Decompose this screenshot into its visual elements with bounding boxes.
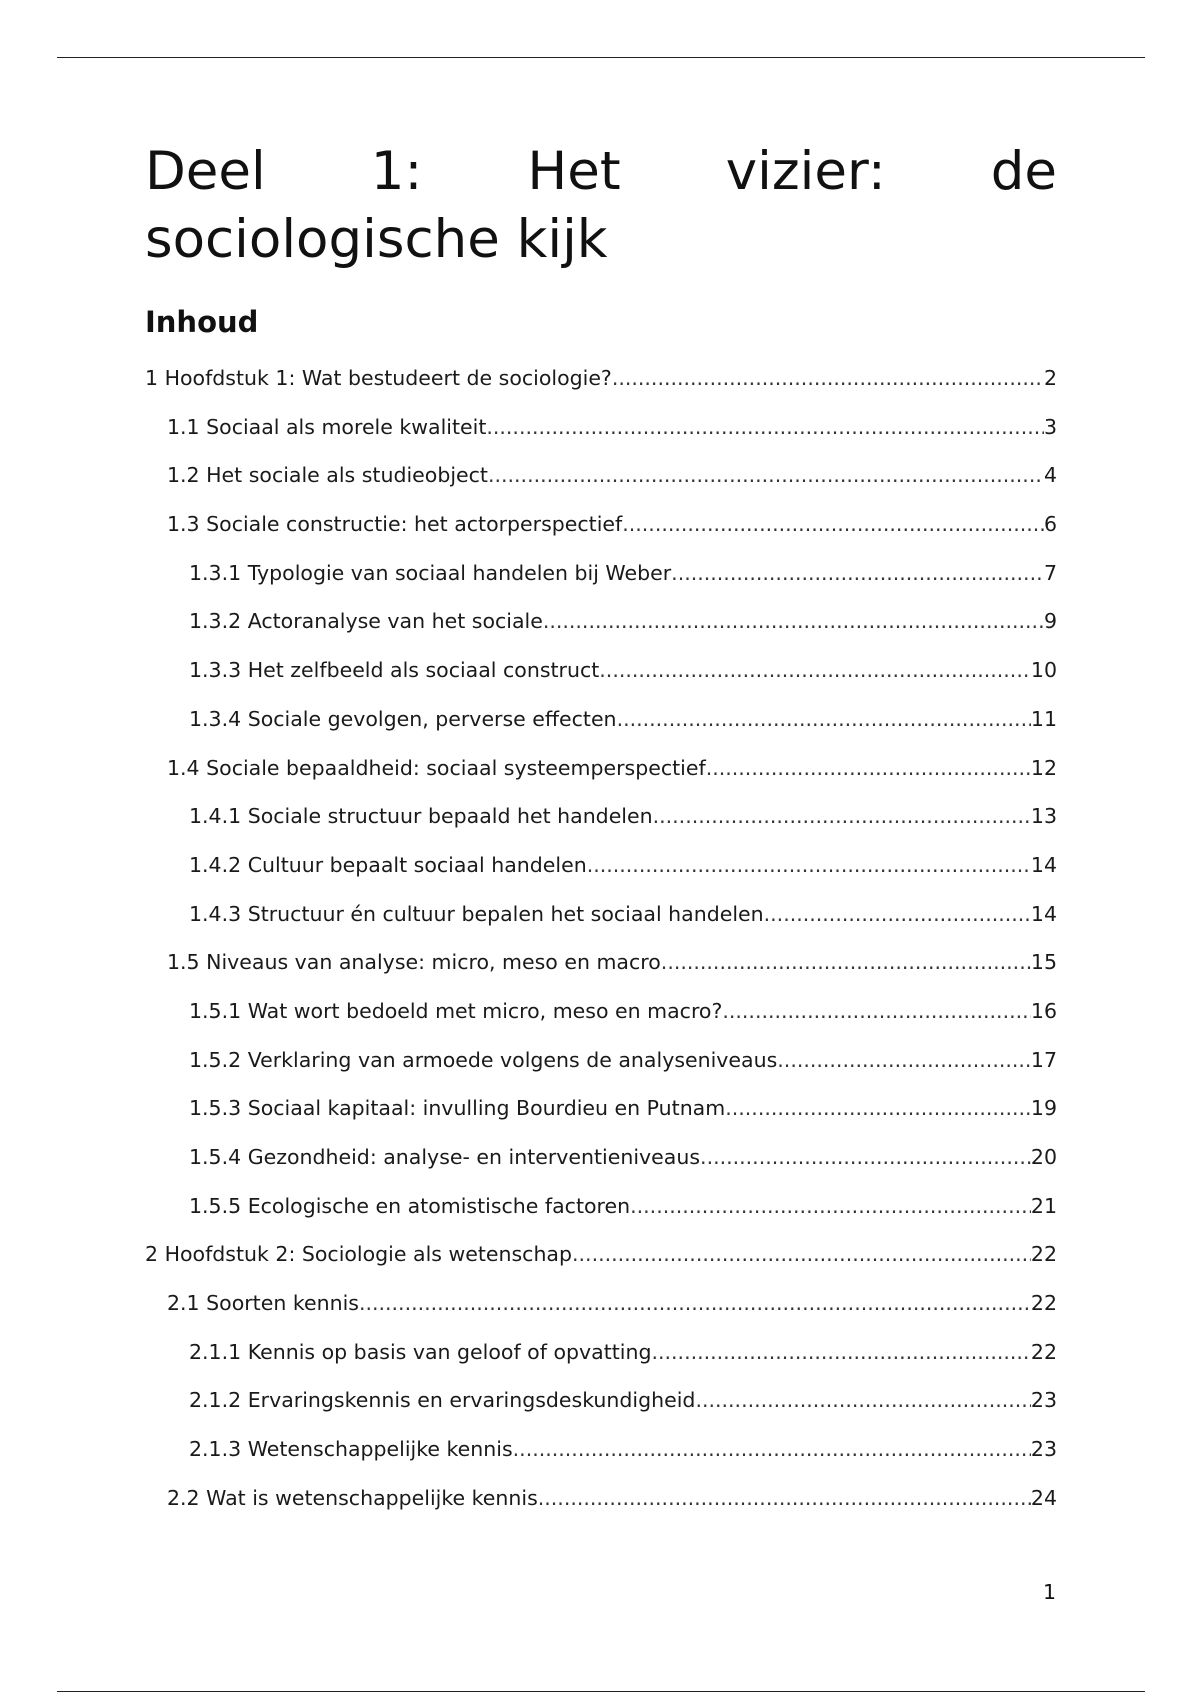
toc-entry-label: Sociale gevolgen, perverse effecten [247, 706, 617, 731]
toc-entry-title [189, 1094, 725, 1122]
toc-entry-number: 1.3.1 [189, 560, 242, 585]
toc-entry-number: 1.4.1 [189, 804, 242, 829]
toc-entry-label: Soorten kennis [206, 1291, 359, 1316]
toc-entry-number: 2 [145, 1242, 159, 1267]
toc-entry-title [167, 510, 622, 538]
toc-entry[interactable] [145, 364, 1057, 413]
toc-dot-leader [630, 1192, 1031, 1220]
toc-entry-number: 2.1.3 [189, 1437, 242, 1462]
toc-dot-leader [653, 802, 1031, 830]
toc-entry[interactable] [145, 656, 1057, 705]
toc-entry[interactable] [145, 1143, 1057, 1192]
toc-entry-label: Wat wort bedoeld met micro, meso en macro? [247, 998, 723, 1023]
toc-entry-page: 10 [1030, 658, 1057, 683]
toc-entry-title [167, 461, 488, 489]
toc-entry-number: 1.5 [167, 950, 200, 975]
toc-entry-page: 23 [1030, 1388, 1057, 1413]
toc-entry-label: Sociale bepaaldheid: sociaal systeemperspectief [206, 755, 706, 780]
toc-entry-number: 1.1 [167, 414, 200, 439]
toc-entry-page: 4 [1043, 463, 1057, 488]
toc-entry-number: 1.5.2 [189, 1047, 242, 1072]
toc-entry-title [189, 1386, 695, 1414]
toc-entry[interactable] [145, 559, 1057, 608]
toc-entry-label: Cultuur bepaalt sociaal handelen [247, 852, 587, 877]
toc-entry-page: 15 [1030, 950, 1057, 975]
toc-entry-label: Ecologische en atomistische factoren [247, 1193, 631, 1218]
toc-entry-label: Gezondheid: analyse- en interventieniveaus [247, 1145, 701, 1169]
toc-entry-page: 17 [1030, 1047, 1057, 1072]
toc-entry-number: 2.2 [167, 1485, 200, 1510]
toc-entry-page: 6 [1043, 512, 1057, 537]
toc-entry-page: 3 [1043, 414, 1057, 439]
header-rule [57, 57, 1145, 58]
toc-entry-label: Het zelfbeeld als sociaal construct [247, 658, 600, 683]
toc-entry-number: 1.3.2 [189, 609, 242, 634]
toc-entry-number: 2.1.2 [189, 1388, 242, 1413]
toc-dot-leader [359, 1289, 1031, 1317]
toc-dot-leader [700, 1143, 1031, 1171]
footer-rule [57, 1691, 1145, 1692]
toc-entry-number: 1.5.5 [189, 1193, 242, 1218]
toc-entry-title [189, 997, 722, 1025]
toc-entry[interactable] [145, 1435, 1057, 1484]
toc-entry-page: 11 [1030, 706, 1057, 731]
toc-entry-number: 1.4.3 [189, 901, 242, 926]
toc-entry-title [167, 948, 661, 976]
toc-entry-page: 2 [1043, 366, 1057, 390]
toc-dot-leader [612, 364, 1044, 392]
toc-entry-label: Verklaring van armoede volgens de analyseniveaus [247, 1047, 778, 1072]
document-title: Deel 1: Het vizier: de sociologische kijk [145, 141, 1057, 270]
toc-entry-label: Niveaus van analyse: micro, meso en macro [206, 950, 661, 975]
toc-entry-number: 1.3.3 [189, 658, 242, 683]
toc-entry-page: 22 [1030, 1291, 1057, 1316]
toc-entry-title [189, 1192, 630, 1220]
toc-entry-number: 1.3.4 [189, 706, 242, 731]
toc-dot-leader [617, 705, 1031, 733]
toc-entry-title [167, 413, 486, 441]
toc-entry-number: 1.4 [167, 755, 200, 780]
toc-entry-number: 1.4.2 [189, 852, 242, 877]
toc-entry[interactable] [145, 1338, 1057, 1387]
toc-dot-leader [572, 1240, 1031, 1268]
toc-entry-title [189, 1338, 651, 1366]
toc-entry-number: 1.5.3 [189, 1096, 242, 1121]
toc-entry-label: Wetenschappelijke kennis [247, 1437, 513, 1462]
toc-entry-number: 1 [145, 366, 159, 390]
toc-entry[interactable] [145, 413, 1057, 462]
toc-entry[interactable] [145, 900, 1057, 949]
toc-dot-leader [622, 510, 1044, 538]
toc-entry-title [145, 1240, 572, 1268]
toc-dot-leader [486, 413, 1044, 441]
toc-entry-title [189, 900, 764, 928]
toc-entry[interactable] [145, 607, 1057, 656]
toc-dot-leader [488, 461, 1044, 489]
toc-entry[interactable] [145, 1386, 1057, 1435]
toc-entry[interactable] [145, 510, 1057, 559]
toc-entry-label: Ervaringskennis en ervaringsdeskundigheid [247, 1388, 696, 1413]
toc-entry[interactable] [145, 948, 1057, 997]
toc-entry-page: 22 [1030, 1242, 1057, 1267]
toc-entry-page: 13 [1030, 804, 1057, 829]
toc-entry-title [189, 802, 653, 830]
toc-entry-title [167, 754, 706, 782]
toc-entry-title [189, 705, 617, 733]
toc-entry-label: Hoofdstuk 1: Wat bestudeert de sociologie? [164, 366, 612, 390]
toc-entry-label: Sociaal kapitaal: invulling Bourdieu en Putnam [247, 1096, 726, 1121]
toc-entry-label: Typologie van sociaal handelen bij Weber [247, 560, 672, 585]
toc-entry-title [189, 1143, 700, 1171]
toc-entry-title [189, 559, 671, 587]
toc-entry-title [189, 656, 599, 684]
toc-heading: Inhoud [145, 305, 259, 339]
table-of-contents [145, 364, 1057, 1533]
toc-entry-label: Het sociale als studieobject [206, 463, 488, 488]
toc-entry-page: 22 [1030, 1339, 1057, 1364]
toc-entry-title [189, 851, 587, 879]
toc-entry-title [189, 1046, 777, 1074]
toc-entry[interactable] [145, 1192, 1057, 1241]
toc-entry-page: 12 [1030, 755, 1057, 780]
toc-entry-number: 1.2 [167, 463, 200, 488]
toc-dot-leader [661, 948, 1031, 976]
toc-entry-number: 1.3 [167, 512, 200, 537]
toc-entry[interactable] [145, 1289, 1057, 1338]
page-number: 1 [1042, 1580, 1056, 1604]
toc-dot-leader [513, 1435, 1031, 1463]
toc-entry-label: Hoofdstuk 2: Sociologie als wetenschap [164, 1242, 573, 1267]
toc-entry-title [189, 607, 543, 635]
toc-entry-page: 14 [1030, 852, 1057, 877]
toc-entry-title [167, 1484, 538, 1512]
toc-entry[interactable] [145, 461, 1057, 510]
toc-entry-label: Sociale structuur bepaald het handelen [247, 804, 653, 829]
toc-entry-page: 21 [1030, 1193, 1057, 1218]
toc-entry-label: Structuur én cultuur bepalen het sociaal handelen [247, 901, 764, 926]
toc-dot-leader [671, 559, 1044, 587]
toc-entry-page: 20 [1030, 1145, 1057, 1169]
toc-entry[interactable] [145, 997, 1057, 1046]
toc-entry-page: 19 [1030, 1096, 1057, 1121]
toc-entry-number: 1.5.4 [189, 1145, 242, 1169]
toc-dot-leader [587, 851, 1031, 879]
toc-entry[interactable] [145, 1484, 1057, 1533]
toc-entry[interactable] [145, 1094, 1057, 1143]
page-content [145, 138, 1057, 1533]
toc-entry[interactable] [145, 754, 1057, 803]
toc-entry-page: 9 [1043, 609, 1057, 634]
toc-dot-leader [706, 754, 1031, 782]
toc-entry[interactable] [145, 802, 1057, 851]
toc-entry[interactable] [145, 705, 1057, 754]
toc-entry-label: Wat is wetenschappelijke kennis [206, 1485, 538, 1510]
toc-dot-leader [695, 1386, 1030, 1414]
toc-entry[interactable] [145, 851, 1057, 900]
toc-dot-leader [599, 656, 1031, 684]
toc-entry-page: 24 [1030, 1485, 1057, 1510]
toc-entry[interactable] [145, 1046, 1057, 1095]
toc-dot-leader [722, 997, 1031, 1025]
toc-dot-leader [543, 607, 1044, 635]
toc-entry-label: Sociaal als morele kwaliteit [206, 414, 487, 439]
toc-entry[interactable] [145, 1240, 1057, 1289]
toc-dot-leader [725, 1094, 1031, 1122]
toc-dot-leader [764, 900, 1031, 928]
toc-entry-number: 2.1.1 [189, 1339, 242, 1364]
toc-entry-number: 2.1 [167, 1291, 200, 1316]
toc-entry-title [189, 1435, 513, 1463]
toc-dot-leader [777, 1046, 1031, 1074]
toc-entry-number: 1.5.1 [189, 998, 242, 1023]
toc-entry-label: Kennis op basis van geloof of opvatting [247, 1339, 652, 1364]
toc-entry-page: 23 [1030, 1437, 1057, 1462]
toc-entry-page: 14 [1030, 901, 1057, 926]
toc-entry-label: Actoranalyse van het sociale [247, 609, 543, 634]
toc-entry-title [145, 364, 612, 392]
toc-dot-leader [651, 1338, 1030, 1366]
toc-entry-label: Sociale constructie: het actorperspectief [206, 512, 623, 537]
toc-dot-leader [538, 1484, 1031, 1512]
toc-entry-page: 16 [1030, 998, 1057, 1023]
toc-entry-page: 7 [1043, 560, 1057, 585]
toc-entry-title [167, 1289, 359, 1317]
